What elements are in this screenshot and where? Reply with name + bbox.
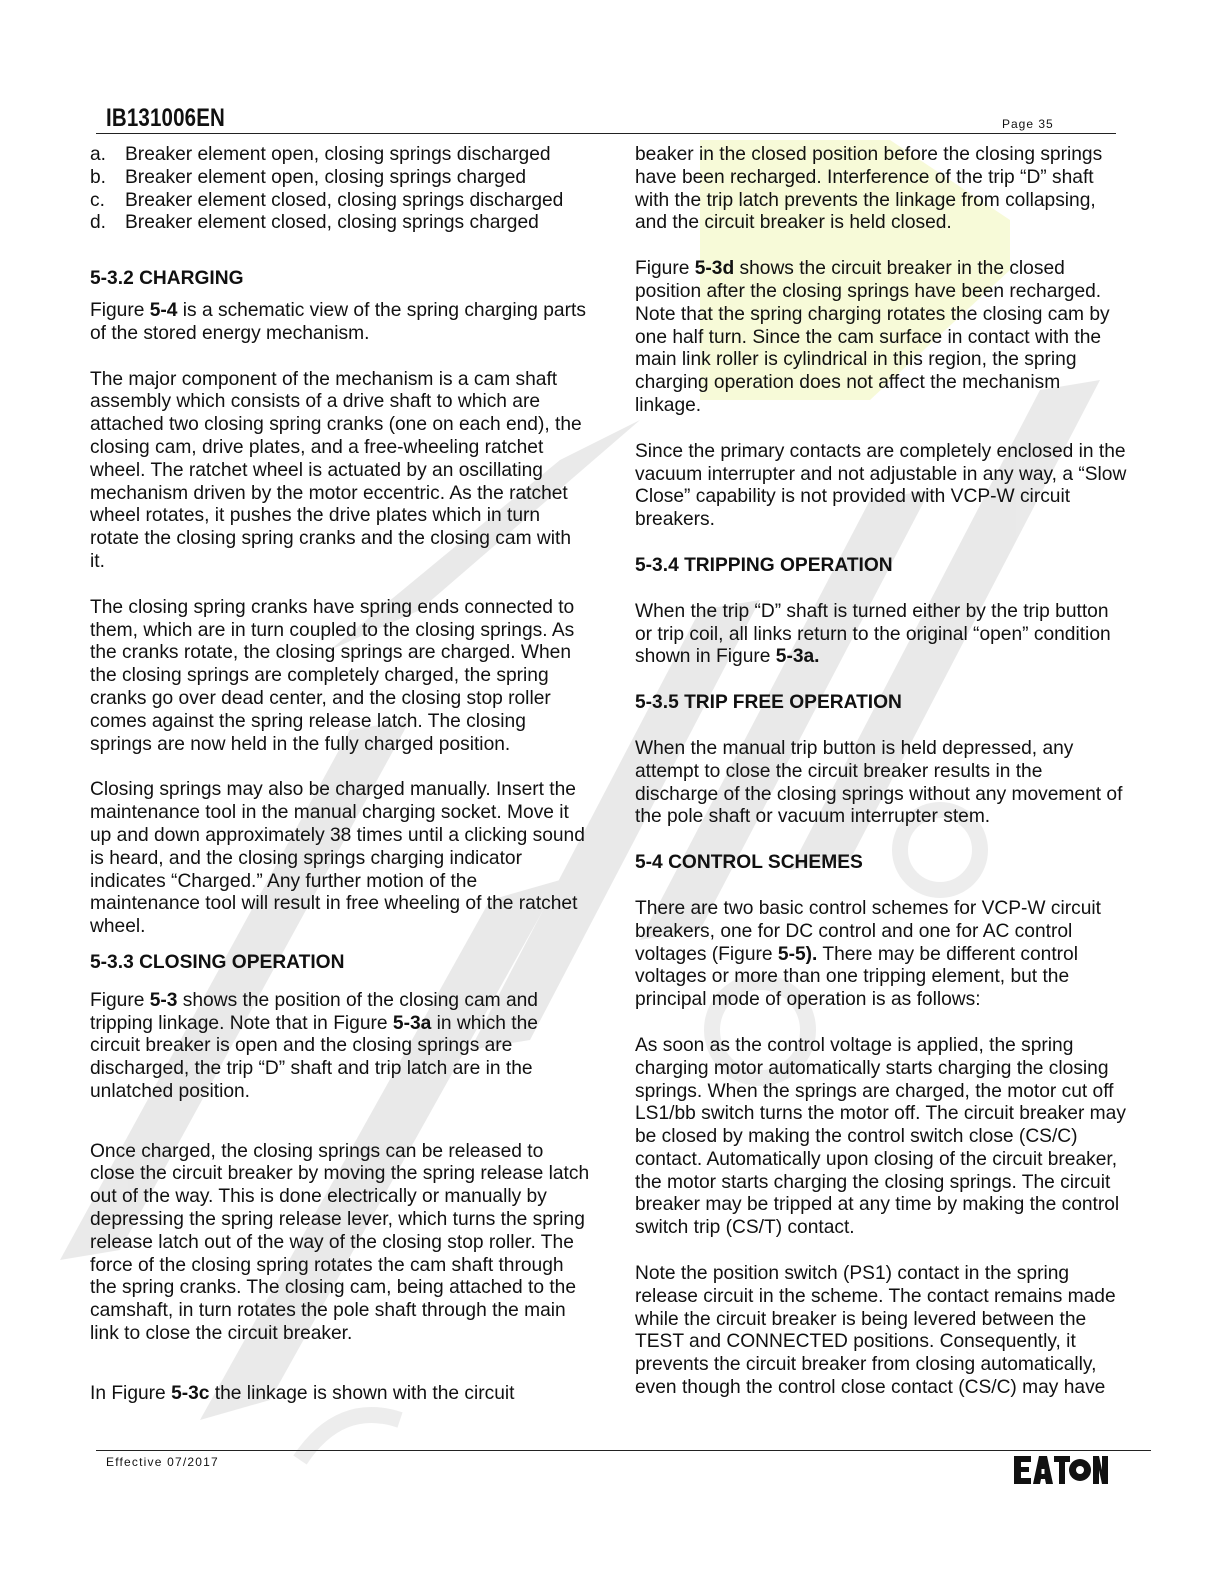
paragraph: Since the primary contacts are completely enclosed in the vacuum interrupter and not adjustable in any way, a “Slow Close” capability is not provided with VCP-W circuit breakers. [635, 440, 1127, 531]
logo-letter-a-gap [1042, 1469, 1045, 1474]
eaton-logo [1014, 1456, 1108, 1484]
logo-letter-e [1014, 1456, 1031, 1484]
paragraph: As soon as the control voltage is applied, the spring charging motor automatically starts charging the closing springs. When the springs are charged, the motor cut off LS1/bb switch turns the motor off. The circuit breaker may be closed by making the control switch close (CS/C) contact. Automatically upon closing of the circuit breaker, the motor starts charging the closing springs. The circuit breaker may be tripped at any time by making the control switch trip (CS/T) contact. [635, 1034, 1126, 1239]
section-heading-charging: 5-3.2 CHARGING [90, 268, 244, 290]
logo-letter-n [1093, 1456, 1108, 1484]
paragraph: Once charged, the closing springs can be released to close the circuit breaker by moving the spring release latch out of the way. This is done electrically or manually by depressing the spring release lever, which turns the spring release latch out of the way of the closing stop roller. The force of the closing spring rotates the cam shaft through the spring cranks. The closing cam, being attached to the camshaft, in turn rotates the pole shaft through the main link to close the circuit breaker. [90, 1140, 590, 1345]
header-rule [96, 133, 1116, 134]
list-item: c. Breaker element closed, closing springs discharged [90, 189, 564, 211]
watermark-arc [300, 1415, 400, 1460]
list-item: a. Breaker element open, closing springs discharged [90, 144, 551, 165]
figure-reference: 5-5 [777, 943, 806, 965]
section-heading-control-schemes: 5-4 CONTROL SCHEMES [635, 852, 863, 874]
paragraph: Figure 5-3d shows the circuit breaker in the closed position after the closing springs have been recharged. Note that the spring charging rotates the closing cam by one half turn. Since the cam surface in contact with the main link roller is cylindrical in this region, the spring charging operation does not affect the mechanism linkage. [635, 258, 1110, 416]
figure-reference: 5-3a. [775, 646, 820, 668]
section-heading-tripping: 5-3.4 TRIPPING OPERATION [635, 554, 893, 576]
paragraph: beaker in the closed position before the closing springs have been recharged. Interference of the trip “D” shaft with the trip latch prevents the linkage from collapsing, and the circuit breaker is held closed. [635, 144, 1103, 234]
state-list [90, 144, 590, 235]
paragraph: Note the position switch (PS1) contact in the spring release circuit in the scheme. The contact remains made while the circuit breaker is being levered between the TEST and CONNECTED positions. Consequently, it prevents the circuit breaker from closing automatically, even though the control close contact (CS/C) may have [635, 1263, 1116, 1399]
figure-reference: 5-3c [171, 1382, 210, 1404]
section-heading-trip-free: 5-3.5 TRIP FREE OPERATION [635, 692, 902, 714]
list-item: d. Breaker element closed, closing springs charged [90, 212, 539, 234]
effective-date: Effective 07/2017 [106, 1455, 219, 1469]
logo-letter-t [1054, 1456, 1070, 1484]
logo-letter-o-hole [1076, 1466, 1084, 1474]
paragraph: In Figure 5-3c the linkage is shown with the circuit [90, 1382, 515, 1404]
paragraph: The closing spring cranks have spring ends connected to them, which are in turn coupled to the closing springs. As the cranks rotate, the closing springs are charged. When the closing springs are completely charged, the spring cranks go over dead center, and the closing stop roller comes against the spring release latch. The closing springs are now held in the fully charged position. [90, 596, 575, 755]
left-column [90, 144, 590, 1406]
paragraph: Closing springs may also be charged manually. Insert the maintenance tool in the manual charging socket. Move it up and down approximately 38 times until a clicking sound is heard, and the closing springs charging indicator indicates “Charged.” Any further motion of the maintenance tool will result in free wheeling of the ratchet wheel. [90, 779, 585, 938]
right-column [635, 144, 1130, 1400]
figure-reference: 5-3d [694, 258, 735, 280]
figure-reference: 5-4 [149, 299, 178, 321]
page-number: Page 35 [1002, 117, 1054, 131]
paragraph: When the manual trip button is held depressed, any attempt to close the circuit breaker results in the discharge of the closing springs without any movement of the pole shaft or vacuum interrupter stem. [635, 737, 1123, 828]
section-heading-closing: 5-3.3 CLOSING OPERATION [90, 951, 345, 973]
paragraph: When the trip “D” shaft is turned either by the trip button or trip coil, all links return to the original “open” condition shown in Figure 5-3a. [635, 600, 1111, 668]
list-item: b. Breaker element open, closing springs charged [90, 166, 527, 188]
paragraph: The major component of the mechanism is a cam shaft assembly which consists of a drive shaft to which are attached two closing spring cranks (one on each end), the closing cam, drive plates, and a free-wheeling ratchet wheel. The ratchet wheel is actuated by an oscillating mechanism driven by the motor eccentric. As the ratchet wheel rotates, it pushes the drive plates which in turn rotate the closing spring cranks and the closing cam with it. [90, 368, 582, 572]
paragraph: Figure 5-4 is a schematic view of the spring charging parts of the stored energy mechanism. [90, 299, 586, 344]
figure-reference: 5-3a [392, 1012, 432, 1034]
footer-rule [96, 1450, 1151, 1451]
paragraph: Figure 5-3 shows the position of the closing cam and tripping linkage. Note that in Figure 5-3a in which the circuit breaker is open and the closing springs are discharged, the trip “D” shaft and trip latch are in the unlatched position. [90, 989, 538, 1102]
document-id: IB131006EN [106, 104, 226, 132]
paragraph: There are two basic control schemes for VCP-W circuit breakers, one for DC control and one for AC control voltages (Figure 5-5). There may be different control voltages or more than one tripping element, but the principal mode of operation is as follows: [635, 897, 1101, 1011]
figure-reference: 5-3 [149, 989, 178, 1011]
